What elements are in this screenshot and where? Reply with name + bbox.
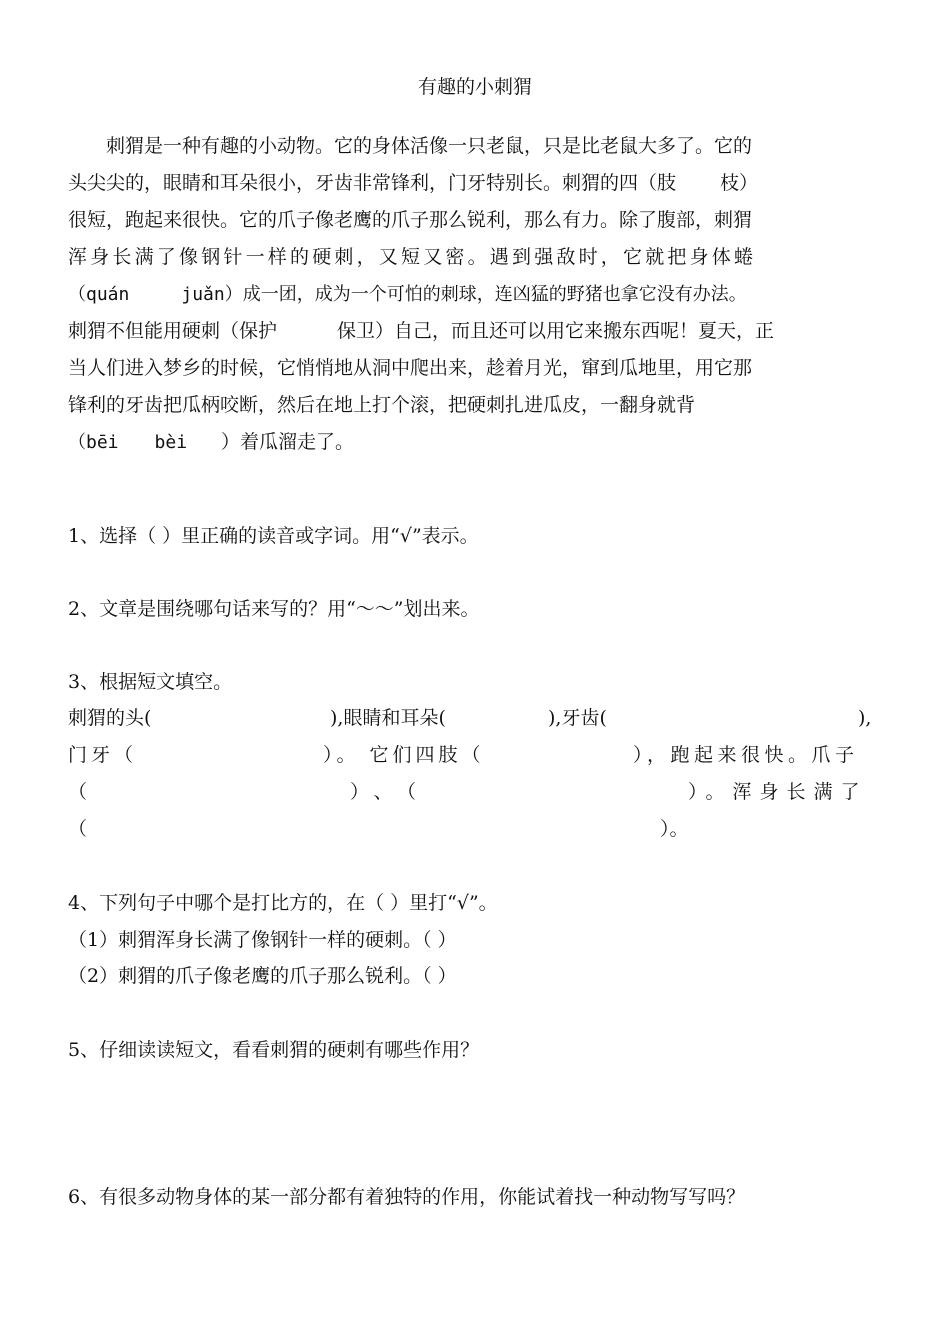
fill-row-4-end: ）。: [660, 818, 689, 840]
fill-in-row-3: [68, 774, 883, 811]
question-4-option-1: （1）刺猬浑身长满了像钢针一样的硬刺。（ ）: [68, 929, 457, 951]
passage-line-6: 刺猬不但能用硬刺（保护 保卫）自己，而且还可以用它来搬东西呢！夏天，正: [68, 320, 775, 342]
fill-head-label: 刺猬的头(: [68, 707, 152, 729]
passage-line-8: 锋利的牙齿把瓜柄咬断，然后在地上打个滚，把硬刺扎进瓜皮，一翻身就背: [68, 394, 696, 416]
passage-line-9: （bēi bèi ）着瓜溜走了。: [68, 431, 355, 453]
page-title: 有趣的小刺猬: [417, 76, 532, 98]
question-1: 1、选择（ ）里正确的读音或字词。用“√”表示。: [68, 525, 479, 547]
passage-line-1: 刺猬是一种有趣的小动物。它的身体活像一只老鼠，只是比老鼠大多了。它的: [106, 135, 753, 157]
fill-front-teeth-label: 门牙（: [68, 744, 138, 766]
passage: [68, 128, 883, 461]
fill-in-row-4: [68, 811, 883, 848]
fill-row-3-mid: ）、（: [350, 781, 431, 803]
fill-claws-label: ），跑起来很快。爪子: [633, 744, 859, 766]
question-2: 2、文章是围绕哪句话来写的？用“～～”划出来。: [68, 598, 480, 620]
question-6: 6、有很多动物身体的某一部分都有着独特的作用，你能试着找一种动物写写吗？: [68, 1186, 746, 1208]
fill-row-3-open: （: [68, 781, 88, 803]
fill-in-row-2: [68, 737, 883, 774]
question-5: 5、仔细读读短文，看看刺猬的硬刺有哪些作用？: [68, 1039, 480, 1061]
fill-eyes-label: ),眼睛和耳朵(: [330, 707, 446, 729]
question-4-option-2: （2）刺猬的爪子像老鹰的爪子那么锐利。（ ）: [68, 965, 457, 987]
passage-line-3: 很短，跑起来很快。它的爪子像老鹰的爪子那么锐利，那么有力。除了腹部，刺猬: [68, 209, 753, 231]
fill-limbs-label: ）。 它们四肢（: [323, 744, 485, 766]
fill-row-1-end: ),: [858, 707, 872, 729]
passage-line-4: 浑身长满了像钢针一样的硬刺，又短又密。遇到强敌时，它就把身体蜷: [68, 246, 757, 268]
fill-in-row-1: [68, 700, 883, 737]
passage-line-7: 当人们进入梦乡的时候，它悄悄地从洞中爬出来，趁着月光，窜到瓜地里，用它那: [68, 357, 753, 379]
fill-in-section: [68, 700, 883, 848]
question-3: 3、根据短文填空。: [68, 671, 233, 693]
fill-teeth-label: ),牙齿(: [548, 707, 607, 729]
fill-row-3-end: ）。浑身长满了: [688, 781, 868, 803]
question-4: 4、下列句子中哪个是打比方的，在（ ）里打“√”。: [68, 892, 498, 914]
passage-line-5: （quán juǎn）成一团，成为一个可怕的刺球，连凶猛的野猪也拿它没有办法。: [68, 284, 747, 305]
fill-row-4-open: （: [68, 818, 88, 840]
passage-line-2: 头尖尖的，眼睛和耳朵很小，牙齿非常锋利，门牙特别长。刺猬的四（肢 枝）: [68, 172, 759, 194]
